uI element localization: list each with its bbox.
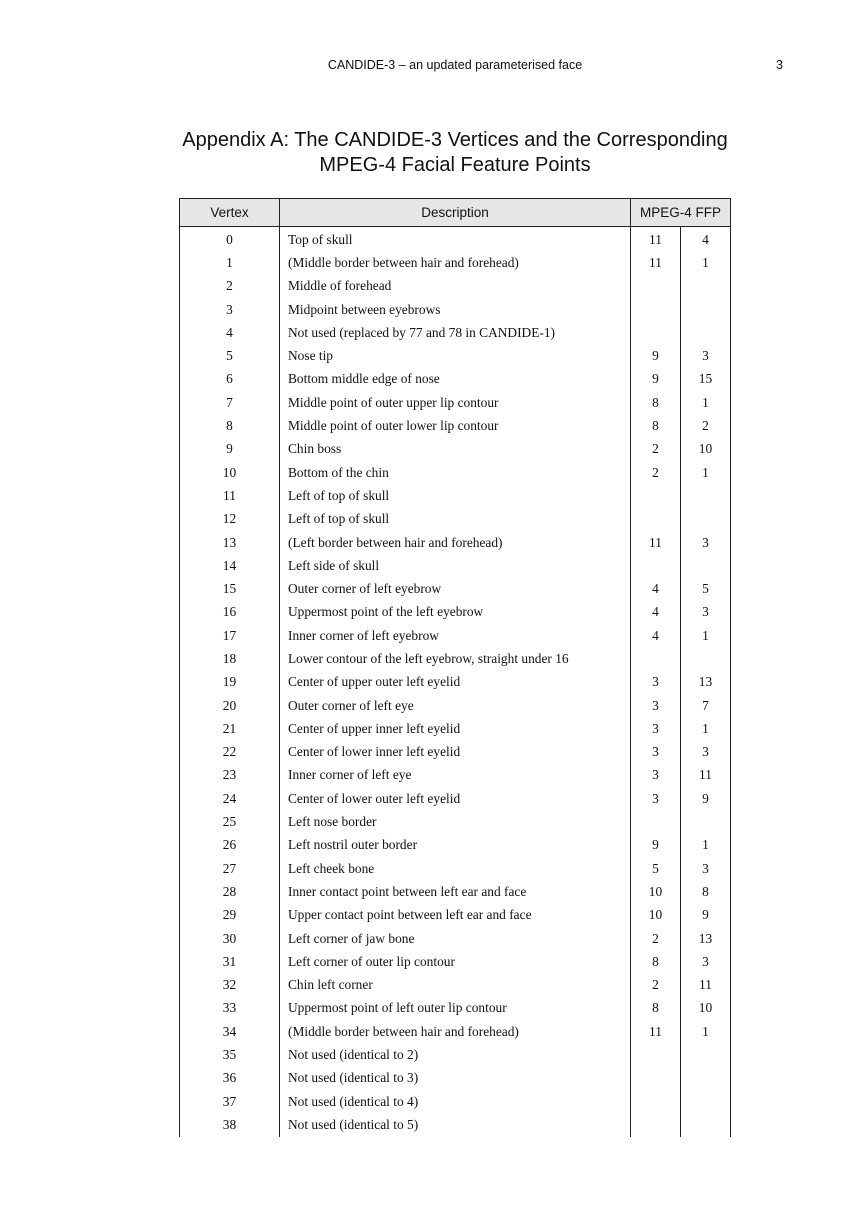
ffp-index-cell: 5: [681, 577, 731, 600]
ffp-index-cell: 3: [681, 857, 731, 880]
description-cell: Nose tip: [280, 344, 631, 367]
vertex-cell: 16: [180, 601, 280, 624]
table-row: [180, 624, 731, 647]
ffp-index-cell: [681, 484, 731, 507]
ffp-index-cell: 7: [681, 694, 731, 717]
description-cell: Uppermost point of left outer lip contour: [280, 997, 631, 1020]
vertex-cell: 26: [180, 834, 280, 857]
ffp-group-cell: [631, 275, 681, 298]
description-cell: Not used (identical to 3): [280, 1067, 631, 1090]
table-row: [180, 1043, 731, 1066]
ffp-group-cell: 2: [631, 927, 681, 950]
description-cell: Not used (replaced by 77 and 78 in CANDIDE-1): [280, 321, 631, 344]
page-number: 3: [776, 58, 783, 72]
ffp-index-cell: 3: [681, 531, 731, 554]
vertex-cell: 33: [180, 997, 280, 1020]
heading-text-5: -4 Facial Feature Points: [378, 154, 591, 176]
ffp-group-cell: 8: [631, 414, 681, 437]
table-header-row: [180, 199, 731, 227]
vertex-cell: 12: [180, 508, 280, 531]
mpeg-label-peg: PEG: [651, 205, 680, 220]
ffp-index-cell: 3: [681, 344, 731, 367]
ffp-group-cell: [631, 298, 681, 321]
ffp-group-cell: [631, 484, 681, 507]
ffp-index-cell: 8: [681, 880, 731, 903]
table-row: [180, 927, 731, 950]
description-cell: (Left border between hair and forehead): [280, 531, 631, 554]
table-row: [180, 391, 731, 414]
ffp-group-cell: 4: [631, 601, 681, 624]
description-cell: Outer corner of left eyebrow: [280, 577, 631, 600]
vertex-cell: 29: [180, 904, 280, 927]
description-cell: Middle point of outer upper lip contour: [280, 391, 631, 414]
description-cell: Not used (identical to 2): [280, 1043, 631, 1066]
table-body: [180, 227, 731, 1137]
vertex-cell: 20: [180, 694, 280, 717]
description-cell: (Middle border between hair and forehead): [280, 1020, 631, 1043]
ffp-index-cell: 1: [681, 461, 731, 484]
description-cell: Center of lower inner left eyelid: [280, 741, 631, 764]
table-row: [180, 810, 731, 833]
table-row: [180, 438, 731, 461]
table-row: [180, 531, 731, 554]
description-cell: Inner contact point between left ear and face: [280, 880, 631, 903]
ffp-group-cell: 5: [631, 857, 681, 880]
vertex-cell: 6: [180, 368, 280, 391]
ffp-group-cell: [631, 810, 681, 833]
description-cell: Bottom of the chin: [280, 461, 631, 484]
table-row: [180, 344, 731, 367]
heading-text-3: -3 Vertices and the Corresponding: [424, 129, 728, 151]
vertex-cell: 0: [180, 227, 280, 252]
description-cell: Outer corner of left eye: [280, 694, 631, 717]
ffp-index-cell: [681, 275, 731, 298]
ffp-group-cell: 11: [631, 251, 681, 274]
ffp-index-cell: 1: [681, 624, 731, 647]
ffp-index-cell: 1: [681, 1020, 731, 1043]
table-row: [180, 601, 731, 624]
vertex-cell: 36: [180, 1067, 280, 1090]
ffp-index-cell: [681, 810, 731, 833]
vertex-cell: 34: [180, 1020, 280, 1043]
description-cell: Not used (identical to 4): [280, 1090, 631, 1113]
table-row: [180, 1020, 731, 1043]
vertex-cell: 5: [180, 344, 280, 367]
mpeg-label-m: M: [639, 205, 652, 220]
vertex-cell: 10: [180, 461, 280, 484]
vertex-cell: 30: [180, 927, 280, 950]
ffp-group-cell: 8: [631, 997, 681, 1020]
ffp-index-cell: 10: [681, 997, 731, 1020]
ffp-index-cell: 9: [681, 904, 731, 927]
vertex-cell: 22: [180, 741, 280, 764]
description-cell: Bottom middle edge of nose: [280, 368, 631, 391]
vertex-cell: 9: [180, 438, 280, 461]
table-row: [180, 1090, 731, 1113]
ffp-group-cell: 10: [631, 904, 681, 927]
vertex-cell: 8: [180, 414, 280, 437]
vertex-cell: 15: [180, 577, 280, 600]
ffp-index-cell: [681, 321, 731, 344]
table-row: [180, 997, 731, 1020]
table-row: [180, 251, 731, 274]
description-cell: Midpoint between eyebrows: [280, 298, 631, 321]
vertex-cell: 35: [180, 1043, 280, 1066]
ffp-index-cell: [681, 1113, 731, 1136]
ffp-group-cell: [631, 321, 681, 344]
ffp-index-cell: 13: [681, 927, 731, 950]
description-cell: Left cheek bone: [280, 857, 631, 880]
table-row: [180, 880, 731, 903]
running-header: [0, 58, 868, 76]
mpeg-label-ffp: FFP: [695, 205, 722, 220]
heading-text-2: ANDIDE: [348, 129, 425, 151]
ffp-group-cell: 8: [631, 391, 681, 414]
table-row: [180, 647, 731, 670]
vertex-cell: 17: [180, 624, 280, 647]
description-cell: (Middle border between hair and forehead): [280, 251, 631, 274]
table-row: [180, 904, 731, 927]
description-cell: Inner corner of left eye: [280, 764, 631, 787]
ffp-index-cell: [681, 554, 731, 577]
table-row: [180, 764, 731, 787]
table-row: [180, 741, 731, 764]
vertex-cell: 13: [180, 531, 280, 554]
description-cell: Left side of skull: [280, 554, 631, 577]
table-row: [180, 554, 731, 577]
ffp-group-cell: [631, 554, 681, 577]
vertex-table: [179, 198, 731, 1137]
ffp-group-cell: 2: [631, 461, 681, 484]
ffp-group-cell: 2: [631, 974, 681, 997]
description-cell: Upper contact point between left ear and face: [280, 904, 631, 927]
ffp-group-cell: 9: [631, 368, 681, 391]
description-cell: Left of top of skull: [280, 508, 631, 531]
description-cell: Middle point of outer lower lip contour: [280, 414, 631, 437]
ffp-group-cell: 3: [631, 741, 681, 764]
description-cell: Left corner of jaw bone: [280, 927, 631, 950]
table-row: [180, 787, 731, 810]
table-row: [180, 227, 731, 252]
table-row: [180, 275, 731, 298]
ffp-index-cell: [681, 298, 731, 321]
ffp-group-cell: 4: [631, 577, 681, 600]
ffp-group-cell: 11: [631, 227, 681, 252]
table-row: [180, 461, 731, 484]
table-row: [180, 577, 731, 600]
vertex-cell: 23: [180, 764, 280, 787]
ffp-index-cell: 3: [681, 950, 731, 973]
ffp-index-cell: 9: [681, 787, 731, 810]
table-row: [180, 950, 731, 973]
description-cell: Left corner of outer lip contour: [280, 950, 631, 973]
ffp-index-cell: 15: [681, 368, 731, 391]
table-row: [180, 321, 731, 344]
ffp-index-cell: [681, 1067, 731, 1090]
description-cell: Chin left corner: [280, 974, 631, 997]
ffp-index-cell: 3: [681, 741, 731, 764]
column-header-vertex: Vertex: [180, 199, 280, 227]
mpeg-label-4: -4: [679, 205, 696, 220]
heading-text-4: MPEG: [319, 154, 379, 176]
table-row: [180, 834, 731, 857]
vertex-cell: 11: [180, 484, 280, 507]
ffp-index-cell: [681, 1090, 731, 1113]
ffp-group-cell: 10: [631, 880, 681, 903]
table-row: [180, 298, 731, 321]
ffp-index-cell: [681, 508, 731, 531]
ffp-index-cell: 1: [681, 251, 731, 274]
vertex-cell: 18: [180, 647, 280, 670]
vertex-cell: 38: [180, 1113, 280, 1136]
ffp-index-cell: 3: [681, 601, 731, 624]
description-cell: Inner corner of left eyebrow: [280, 624, 631, 647]
ffp-group-cell: 9: [631, 344, 681, 367]
ffp-index-cell: 11: [681, 764, 731, 787]
description-cell: Top of skull: [280, 227, 631, 252]
ffp-index-cell: 11: [681, 974, 731, 997]
ffp-group-cell: 8: [631, 950, 681, 973]
ffp-group-cell: 3: [631, 694, 681, 717]
column-header-mpeg4-ffp: [631, 199, 731, 227]
vertex-cell: 24: [180, 787, 280, 810]
table-row: [180, 694, 731, 717]
vertex-cell: 32: [180, 974, 280, 997]
description-cell: Not used (identical to 5): [280, 1113, 631, 1136]
description-cell: Center of upper inner left eyelid: [280, 717, 631, 740]
vertex-cell: 37: [180, 1090, 280, 1113]
vertex-cell: 7: [180, 391, 280, 414]
ffp-index-cell: 13: [681, 671, 731, 694]
ffp-group-cell: [631, 647, 681, 670]
table-row: [180, 717, 731, 740]
table-row: [180, 484, 731, 507]
ffp-group-cell: 3: [631, 787, 681, 810]
description-cell: Left nose border: [280, 810, 631, 833]
vertex-cell: 4: [180, 321, 280, 344]
ffp-group-cell: [631, 508, 681, 531]
ffp-group-cell: [631, 1090, 681, 1113]
vertex-cell: 21: [180, 717, 280, 740]
table-row: [180, 1113, 731, 1136]
vertex-cell: 28: [180, 880, 280, 903]
heading-text-1: Appendix A: The C: [182, 129, 349, 151]
ffp-group-cell: 2: [631, 438, 681, 461]
table-row: [180, 974, 731, 997]
vertex-cell: 14: [180, 554, 280, 577]
description-cell: Center of upper outer left eyelid: [280, 671, 631, 694]
ffp-group-cell: [631, 1067, 681, 1090]
vertex-cell: 2: [180, 275, 280, 298]
description-cell: Chin boss: [280, 438, 631, 461]
running-title: CANDIDE-3 – an updated parameterised face: [327, 58, 583, 72]
vertex-cell: 3: [180, 298, 280, 321]
table-row: [180, 857, 731, 880]
description-cell: Lower contour of the left eyebrow, straight under 16: [280, 647, 631, 670]
ffp-group-cell: 4: [631, 624, 681, 647]
vertex-cell: 19: [180, 671, 280, 694]
column-header-description: Description: [280, 199, 631, 227]
table-row: [180, 368, 731, 391]
description-cell: Uppermost point of the left eyebrow: [280, 601, 631, 624]
vertex-cell: 31: [180, 950, 280, 973]
vertex-cell: 27: [180, 857, 280, 880]
ffp-index-cell: 1: [681, 834, 731, 857]
ffp-index-cell: [681, 1043, 731, 1066]
vertex-cell: 25: [180, 810, 280, 833]
ffp-group-cell: [631, 1113, 681, 1136]
table-row: [180, 508, 731, 531]
table-row: [180, 414, 731, 437]
ffp-group-cell: 3: [631, 671, 681, 694]
ffp-group-cell: 9: [631, 834, 681, 857]
ffp-index-cell: 4: [681, 227, 731, 252]
ffp-index-cell: 2: [681, 414, 731, 437]
table-row: [180, 671, 731, 694]
ffp-group-cell: 11: [631, 531, 681, 554]
ffp-index-cell: 1: [681, 391, 731, 414]
ffp-group-cell: 11: [631, 1020, 681, 1043]
appendix-heading: [150, 128, 760, 178]
description-cell: Center of lower outer left eyelid: [280, 787, 631, 810]
ffp-index-cell: 1: [681, 717, 731, 740]
ffp-index-cell: 10: [681, 438, 731, 461]
description-cell: Left nostril outer border: [280, 834, 631, 857]
description-cell: Middle of forehead: [280, 275, 631, 298]
vertex-cell: 1: [180, 251, 280, 274]
table-row: [180, 1067, 731, 1090]
ffp-group-cell: 3: [631, 764, 681, 787]
ffp-group-cell: 3: [631, 717, 681, 740]
ffp-index-cell: [681, 647, 731, 670]
description-cell: Left of top of skull: [280, 484, 631, 507]
ffp-group-cell: [631, 1043, 681, 1066]
